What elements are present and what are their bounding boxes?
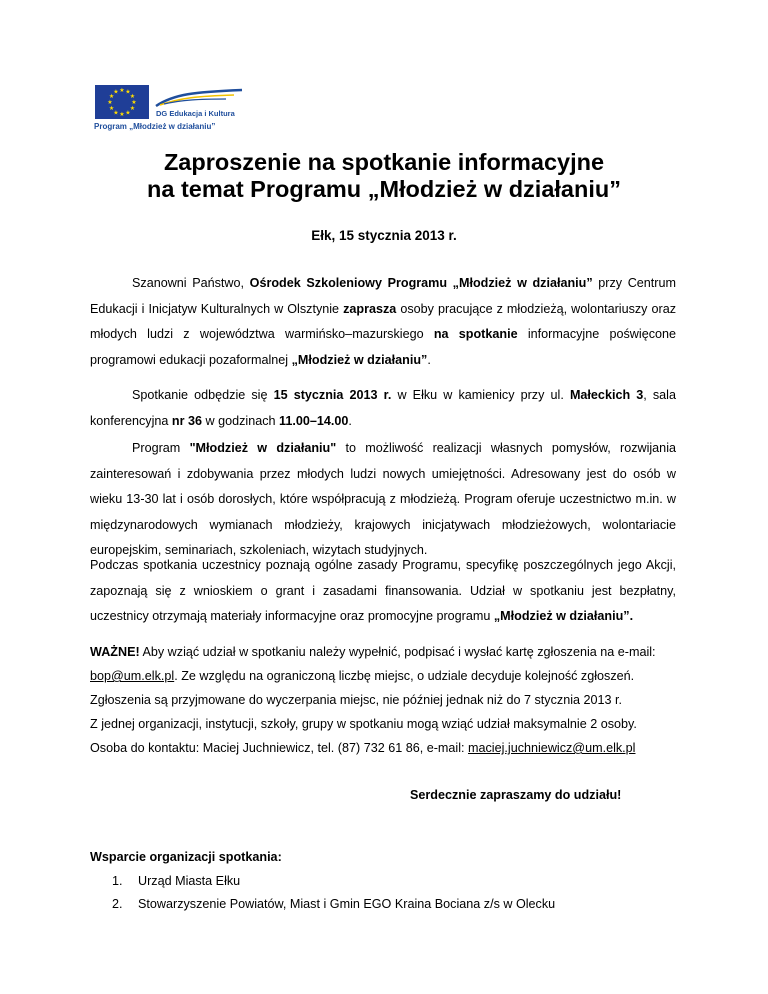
- svg-text:★: ★: [129, 93, 136, 100]
- svg-text:★: ★: [108, 105, 115, 112]
- program-logo: [94, 84, 244, 134]
- svg-text:★: ★: [129, 105, 136, 112]
- svg-text:★: ★: [107, 99, 113, 106]
- support-heading: Wsparcie organizacji spotkania:: [90, 850, 282, 864]
- important-line-4: Z jednej organizacji, instytucji, szkoły, grupy w spotkaniu mogą wziąć udział maksymalnie 2 osoby.: [90, 717, 637, 731]
- date-line: Ełk, 15 stycznia 2013 r.: [311, 228, 457, 243]
- logo-program-text: Program „Młodzież w działaniu”: [94, 122, 216, 131]
- important-line-3: Zgłoszenia są przyjmowane do wyczerpania miejsc, nie później jednak niż do 7 stycznia 2013 r.: [90, 693, 623, 707]
- page-title-line-1: Zaproszenie na spotkanie informacyjne: [163, 149, 605, 175]
- paragraph-program-description: Program "Młodzież w działaniu" to możliwość realizacji własnych pomysłów, rozwijania zainteresowań i zdobywania przez młodych ludzi nowych umiejętności. Adresowany jest do osób w wieku 13-30 lat i osób dorosłych, które współpracują z młodzieżą. Program oferuje uczestnictwo m.in. w międzynarodowych wymianach młodzieży, krajowych inicjatywach młodzieżowych, wolontariacie europejskim, seminariach, szkoleniach, wizytach studyjnych.: [90, 441, 676, 557]
- svg-text:★: ★: [108, 93, 115, 100]
- logo-dg-text: DG Edukacja i Kultura: [156, 109, 235, 118]
- svg-text:★: ★: [125, 88, 131, 96]
- page-title-line-2: na temat Programu „Młodzież w działaniu”: [147, 176, 621, 202]
- paragraph-invitation: Szanowni Państwo, Ośrodek Szkoleniowy Programu „Młodzież w działaniu” przy Centrum Edukacji i Inicjatyw Kulturalnych w Olsztynie zaprasza osoby pracujące z młodzieżą, wolontariuszy oraz młodych ludzi z województwa warmińsko–mazurskiego na spotkanie informacyjne poświęcone programowi edukacji pozaformalnej „Młodzież w działaniu”.: [90, 276, 677, 367]
- support-list-item: 1. Urząd Miasta Ełku: [112, 874, 241, 888]
- paragraph-meeting-details: Spotkanie odbędzie się 15 stycznia 2013 r. w Ełku w kamienicy przy ul. Małeckich 3, sala konferencyjna nr 36 w godzinach 11.00–14.00.: [90, 388, 676, 428]
- registration-email-link[interactable]: bop@um.elk.pl: [90, 669, 175, 683]
- svg-text:★: ★: [131, 99, 137, 106]
- contact-line: Osoba do kontaktu: Maciej Juchniewicz, tel. (87) 732 61 86, e-mail: maciej.juchniewicz@um.elk.pl: [90, 741, 636, 755]
- svg-text:★: ★: [113, 88, 119, 96]
- important-label: WAŻNE!: [90, 645, 140, 659]
- svg-text:★: ★: [125, 109, 131, 117]
- svg-text:★: ★: [119, 87, 125, 94]
- closing-line: Serdecznie zapraszamy do udziału!: [410, 788, 622, 802]
- svg-text:★: ★: [113, 109, 119, 117]
- paragraph-meeting-content: Podczas spotkania uczestnicy poznają ogólne zasady Programu, specyfikę poszczególnych jego Akcji, zapoznają się z wnioskiem o grant i zasadami finansowania. Udział w spotkaniu jest bezpłatny, uczestnicy otrzymają materiały informacyjne oraz promocyjne programu „Młodzież w działaniu”.: [90, 558, 676, 623]
- important-line-1: WAŻNE! Aby wziąć udział w spotkaniu należy wypełnić, podpisać i wysłać kartę zgłoszenia na e-mail:: [90, 645, 656, 659]
- important-line-2: bop@um.elk.pl. Ze względu na ograniczoną liczbę miejsc, o udziale decyduje kolejność zgłoszeń.: [90, 669, 635, 683]
- svg-text:★: ★: [119, 111, 125, 118]
- support-list-item: 2. Stowarzyszenie Powiatów, Miast i Gmin EGO Kraina Bociana z/s w Olecku: [112, 897, 556, 911]
- contact-email-link[interactable]: maciej.juchniewicz@um.elk.pl: [468, 741, 636, 755]
